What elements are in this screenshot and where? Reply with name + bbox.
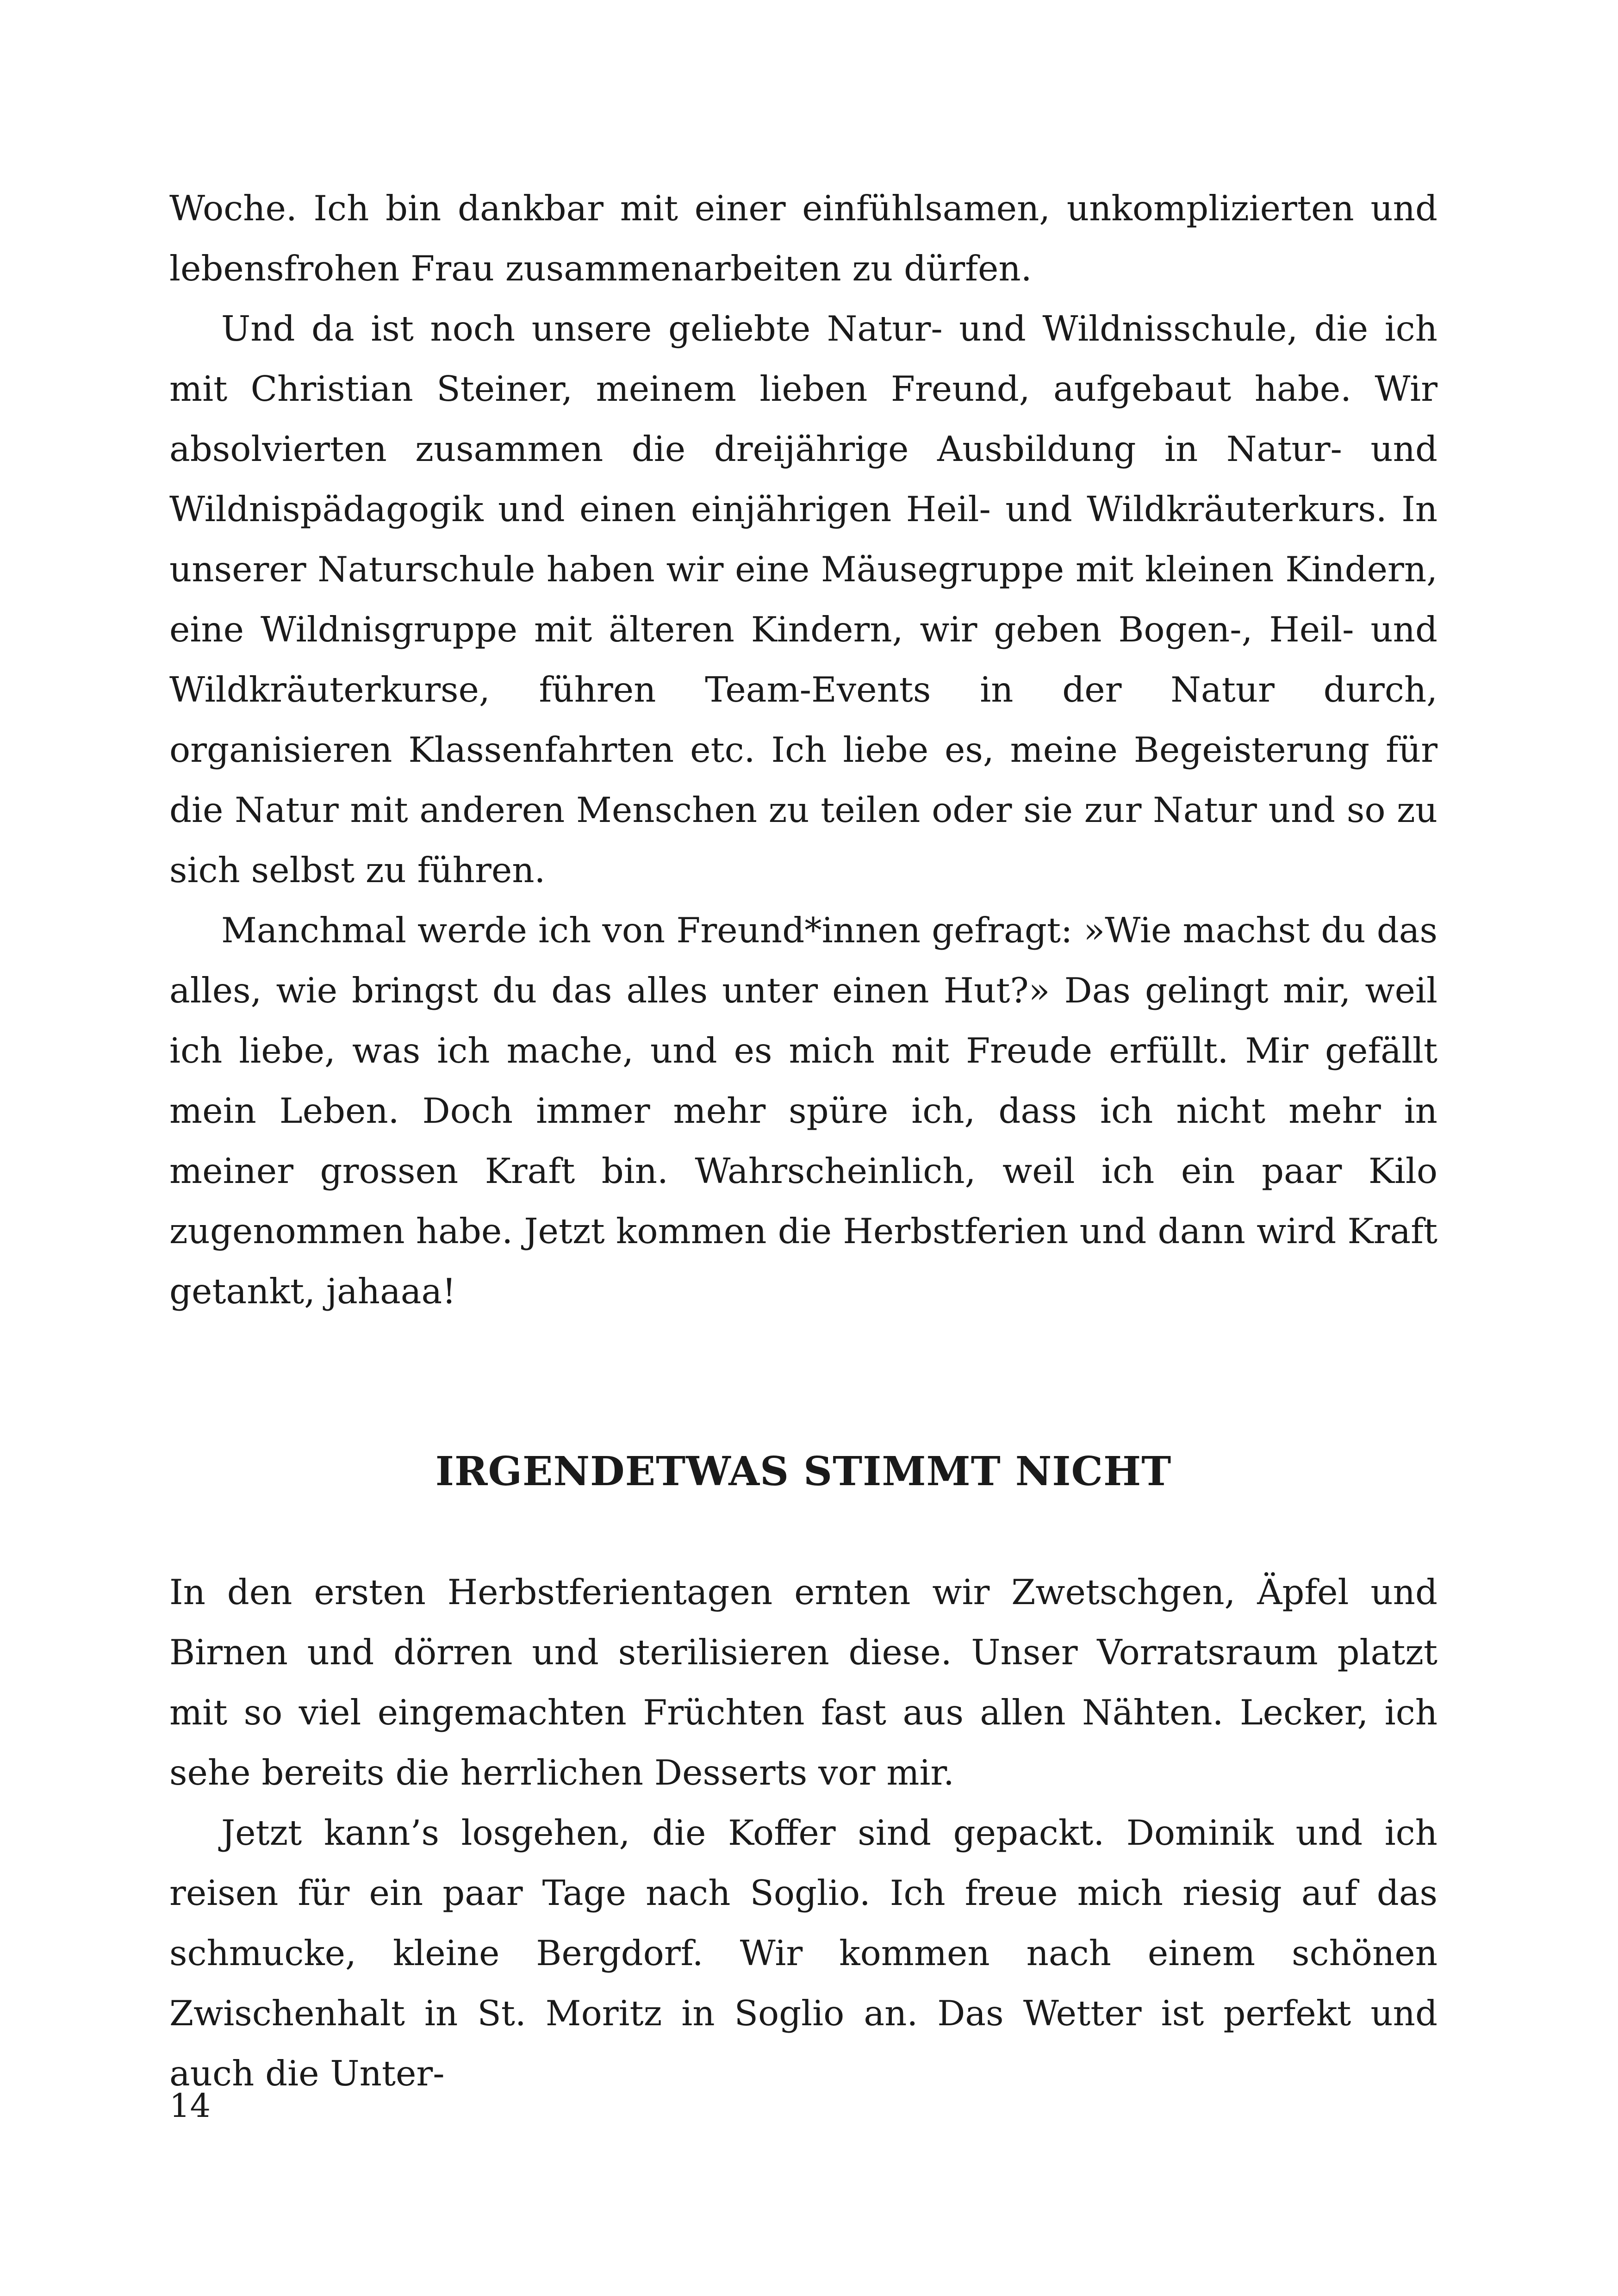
paragraph: Woche. Ich bin dankbar mit einer einfühlsamen, unkomplizierten und lebensfrohen Frau zusammenarbeiten zu dürfen.: [169, 188, 1438, 289]
paragraph: Jetzt kann’s losgehen, die Koffer sind gepackt. Dominik und ich reisen für ein paar Tage nach Soglio. Ich freue mich riesig auf das schmucke, kleine Bergdorf. Wir kommen nach einem schönen Zwischenhalt in St. Moritz in Soglio an. Das Wetter ist perfekt und auch die Unter-: [169, 1812, 1438, 2094]
section-one-text: [169, 178, 1438, 1321]
paragraph: Manchmal werde ich von Freund*innen gefragt: »Wie machst du das alles, wie bringst du das alles unter einen Hut?» Das gelingt mir, weil ich liebe, was ich mache, und es mich mit Freude erfüllt. Mir gefällt mein Leben. Doch immer mehr spüre ich, dass ich nicht mehr in meiner grossen Kraft bin. Wahrscheinlich, weil ich ein paar Kilo zugenommen habe. Jetzt kommen die Herbstferien und dann wird Kraft getankt, jahaaa!: [169, 910, 1438, 1312]
chapter-heading: IRGENDETWAS STIMMT NICHT: [435, 1448, 1172, 1495]
paragraph: Und da ist noch unsere geliebte Natur- und Wildnisschule, die ich mit Christian Steiner, meinem lieben Freund, aufgebaut habe. Wir absolvierten zusammen die dreijährige Ausbildung in Natur- und Wildnispädagogik und einen einjährigen Heil- und Wildkräuterkurs. In unserer Naturschule haben wir eine Mäusegruppe mit kleinen Kindern, eine Wildnisgruppe mit älteren Kindern, wir geben Bogen-, Heil- und Wildkräuterkurse, führen Team-Events in der Natur durch, organisieren Klassenfahrten etc. Ich liebe es, meine Begeisterung für die Natur mit anderen Menschen zu teilen oder sie zur Natur und so zu sich selbst zu führen.: [169, 308, 1438, 890]
chapter-text: [169, 1562, 1438, 2103]
paragraph: In den ersten Herbstferientagen ernten wir Zwetschgen, Äpfel und Birnen und dörren und sterilisieren diese. Unser Vorratsraum platzt mit so viel eingemachten Früchten fast aus allen Nähten. Lecker, ich sehe bereits die herrlichen Desserts vor mir.: [169, 1572, 1438, 1793]
page-number: 14: [169, 2087, 211, 2125]
